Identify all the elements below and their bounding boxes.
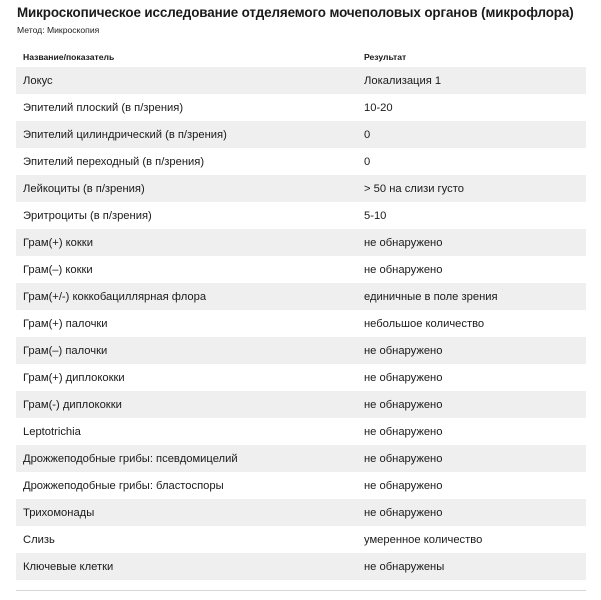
row-name: Лейкоциты (в п/зрения) <box>23 182 145 195</box>
table-row <box>16 121 586 148</box>
row-result: не обнаружено <box>364 236 443 249</box>
row-name: Дрожжеподобные грибы: бластоспоры <box>23 479 224 492</box>
row-name: Грам(–) кокки <box>23 263 93 276</box>
row-result: не обнаружены <box>364 560 445 573</box>
table-header-row <box>16 46 586 67</box>
row-name: Leptotrichia <box>23 425 81 438</box>
table-row <box>16 283 586 310</box>
row-name: Грам(-) диплококки <box>23 398 122 411</box>
row-name: Грам(+/-) коккобациллярная флора <box>23 290 207 303</box>
report-title: Микроскопическое исследование отделяемого мочеполовых органов (микрофлора) <box>17 5 574 20</box>
table-row <box>16 310 586 337</box>
row-name: Грам(+) диплококки <box>23 371 125 384</box>
row-name: Ключевые клетки <box>23 560 114 573</box>
table-row <box>16 229 586 256</box>
table-row <box>16 364 586 391</box>
method-label: Метод: Микроскопия <box>17 25 100 35</box>
table-bottom-divider <box>16 590 586 591</box>
row-result: Локализация 1 <box>364 74 442 87</box>
row-result: не обнаружено <box>364 371 443 384</box>
row-name: Слизь <box>23 533 55 546</box>
row-result: не обнаружено <box>364 425 443 438</box>
row-name: Дрожжеподобные грибы: псевдомицелий <box>23 452 238 465</box>
row-name: Трихомонады <box>23 506 95 519</box>
table-row <box>16 553 586 580</box>
row-result: не обнаружено <box>364 398 443 411</box>
row-name: Эритроциты (в п/зрения) <box>23 209 152 222</box>
row-result: не обнаружено <box>364 506 443 519</box>
row-name: Грам(–) палочки <box>23 344 108 357</box>
row-name: Грам(+) палочки <box>23 317 108 330</box>
row-result: не обнаружено <box>364 452 443 465</box>
row-result: не обнаружено <box>364 263 443 276</box>
results-table <box>16 46 586 580</box>
row-result: 10-20 <box>364 101 393 114</box>
table-row <box>16 337 586 364</box>
row-result: небольшое количество <box>364 317 485 330</box>
row-result: 0 <box>364 128 371 141</box>
row-result: единичные в поле зрения <box>364 290 498 303</box>
table-row <box>16 202 586 229</box>
table-row <box>16 499 586 526</box>
table-row <box>16 418 586 445</box>
table-row <box>16 94 586 121</box>
header-name: Название/показатель <box>23 51 115 62</box>
row-name: Эпителий цилиндрический (в п/зрения) <box>23 128 227 141</box>
row-result: умеренное количество <box>364 533 483 546</box>
table-row <box>16 472 586 499</box>
row-result: не обнаружено <box>364 479 443 492</box>
table-row <box>16 256 586 283</box>
table-row <box>16 175 586 202</box>
row-name: Эпителий плоский (в п/зрения) <box>23 101 184 114</box>
table-row <box>16 391 586 418</box>
row-result: > 50 на слизи густо <box>364 182 464 195</box>
table-row <box>16 526 586 553</box>
table-row <box>16 148 586 175</box>
row-name: Грам(+) кокки <box>23 236 93 249</box>
row-name: Локус <box>23 74 53 87</box>
row-result: 0 <box>364 155 371 168</box>
table-row <box>16 67 586 94</box>
header-result: Результат <box>364 51 407 62</box>
row-result: 5-10 <box>364 209 387 222</box>
row-result: не обнаружено <box>364 344 443 357</box>
row-name: Эпителий переходный (в п/зрения) <box>23 155 205 168</box>
table-row <box>16 445 586 472</box>
